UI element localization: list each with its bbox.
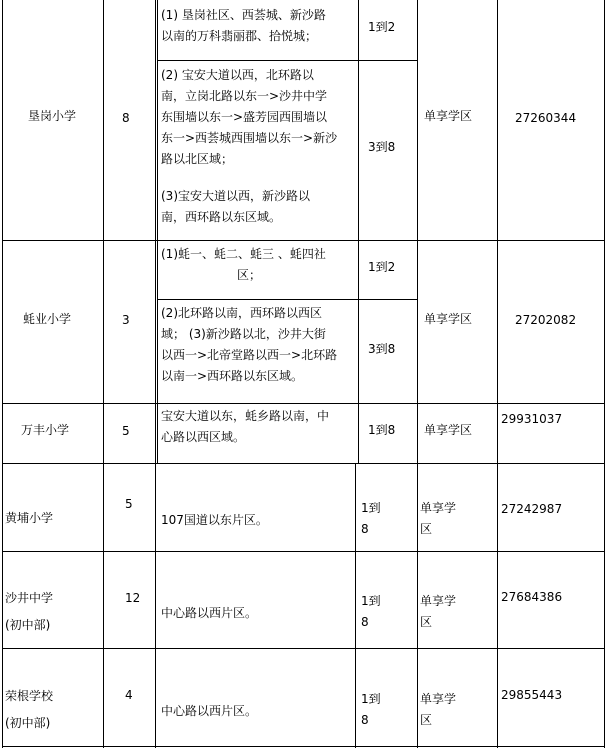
area-line: 东一>西荟城西围墙以东一>新沙 bbox=[161, 131, 338, 145]
area-line: (1) 垦岗社区、西荟城、新沙路 bbox=[161, 8, 326, 22]
school-name: 黄埔小学 bbox=[5, 511, 54, 525]
row-sep-2 bbox=[2, 403, 605, 404]
school-name: 垦岗小学 bbox=[28, 109, 77, 123]
col-sep-2 bbox=[155, 0, 156, 748]
col-sep-5 bbox=[497, 0, 498, 748]
school-name: 蚝业小学 bbox=[23, 312, 72, 326]
class-count: 5 bbox=[125, 497, 133, 511]
grade-range: 3到8 bbox=[368, 140, 396, 154]
grade-line: 1到 bbox=[361, 594, 381, 608]
col-sep-3b bbox=[355, 464, 356, 748]
phone-number: 27242987 bbox=[501, 502, 563, 516]
type-line: 区 bbox=[420, 615, 433, 629]
grade-line: 8 bbox=[361, 713, 369, 727]
district-type bbox=[420, 498, 456, 540]
area-line: 心路以西区域。 bbox=[161, 430, 246, 444]
grade-range: 1到8 bbox=[368, 423, 396, 437]
phone-number: 29855443 bbox=[501, 688, 563, 702]
row-sep-sub-2 bbox=[157, 299, 418, 300]
area-line: 南，立岗北路以东一>沙井中学 bbox=[161, 89, 328, 103]
class-count: 4 bbox=[125, 688, 133, 702]
row-sep-3 bbox=[2, 463, 605, 464]
class-count: 8 bbox=[122, 111, 130, 125]
area-description bbox=[161, 406, 329, 448]
row-sep-1 bbox=[2, 240, 605, 241]
row-sep-4 bbox=[2, 551, 605, 552]
grade-line: 1到 bbox=[361, 501, 381, 515]
area-description bbox=[161, 5, 326, 47]
col-sep-1 bbox=[103, 0, 104, 748]
grade-range bbox=[361, 689, 381, 731]
area-line: 以南一>西环路以东区域。 bbox=[161, 369, 304, 383]
school-name bbox=[5, 585, 53, 639]
area-line: 域； (3)新沙路以北，沙井大街 bbox=[161, 327, 326, 341]
area-line: 区； bbox=[237, 268, 262, 282]
border-left bbox=[2, 0, 3, 748]
district-type bbox=[420, 591, 456, 633]
col-sep-3a bbox=[358, 0, 359, 464]
school-name: 万丰小学 bbox=[21, 423, 70, 437]
grade-range: 3到8 bbox=[368, 342, 396, 356]
district-type bbox=[420, 689, 456, 731]
district-type: 单享学区 bbox=[424, 312, 473, 326]
grade-line: 8 bbox=[361, 522, 369, 536]
area-line: 以南的万科翡丽郡、拾悦城； bbox=[161, 29, 318, 43]
grade-range bbox=[361, 498, 381, 540]
type-line: 区 bbox=[420, 522, 433, 536]
phone-number: 29931037 bbox=[501, 412, 563, 426]
area-line: 宝安大道以东，蚝乡路以南，中 bbox=[161, 409, 330, 423]
area-line: (2) 宝安大道以西，北环路以 bbox=[161, 68, 314, 82]
district-type: 单享学区 bbox=[424, 109, 473, 123]
school-line: (初中部) bbox=[5, 618, 51, 632]
school-line: 沙井中学 bbox=[5, 591, 54, 605]
grade-line: 1到 bbox=[361, 692, 381, 706]
area-line: 路以北区域； bbox=[161, 152, 234, 166]
type-line: 单享学 bbox=[420, 501, 457, 515]
row-sep-5 bbox=[2, 648, 605, 649]
area-line: 以西一>北帝堂路以西一>北环路 bbox=[161, 348, 338, 362]
type-line: 单享学 bbox=[420, 594, 457, 608]
area-line: (1)蚝一、蚝二、蚝三 、蚝四社 bbox=[161, 247, 326, 261]
grade-range: 1到2 bbox=[368, 20, 396, 34]
phone-number: 27684386 bbox=[501, 590, 563, 604]
phone-number: 27202082 bbox=[515, 313, 577, 327]
phone-number: 27260344 bbox=[515, 111, 577, 125]
grade-line: 8 bbox=[361, 615, 369, 629]
area-description bbox=[161, 65, 337, 170]
area-description bbox=[161, 303, 337, 387]
area-line: (3)宝安大道以西，新沙路以 bbox=[161, 189, 310, 203]
grade-range bbox=[361, 591, 381, 633]
area-description bbox=[161, 186, 310, 228]
school-line: 荣根学校 bbox=[5, 689, 54, 703]
type-line: 单享学 bbox=[420, 692, 457, 706]
class-count: 12 bbox=[125, 591, 141, 605]
area-line: 东围墙以东一>盛芳园西围墙以 bbox=[161, 110, 328, 124]
area-description: 107国道以东片区。 bbox=[161, 513, 268, 527]
school-line: (初中部) bbox=[5, 716, 51, 730]
class-count: 5 bbox=[122, 424, 130, 438]
col-sep-4 bbox=[417, 0, 418, 748]
area-line: (2)北环路以南，西环路以西区 bbox=[161, 306, 322, 320]
row-sep-6 bbox=[2, 746, 605, 747]
area-line: 南，西环路以东区域。 bbox=[161, 210, 282, 224]
col-sep-2b bbox=[157, 0, 158, 464]
grade-range: 1到2 bbox=[368, 260, 396, 274]
type-line: 区 bbox=[420, 713, 433, 727]
class-count: 3 bbox=[122, 313, 130, 327]
border-right bbox=[604, 0, 605, 748]
area-description: 中心路以西片区。 bbox=[161, 704, 258, 718]
row-sep-sub-1 bbox=[157, 60, 418, 61]
district-type: 单享学区 bbox=[424, 423, 473, 437]
school-name bbox=[5, 683, 53, 737]
area-description: 中心路以西片区。 bbox=[161, 606, 258, 620]
area-description bbox=[161, 244, 326, 286]
